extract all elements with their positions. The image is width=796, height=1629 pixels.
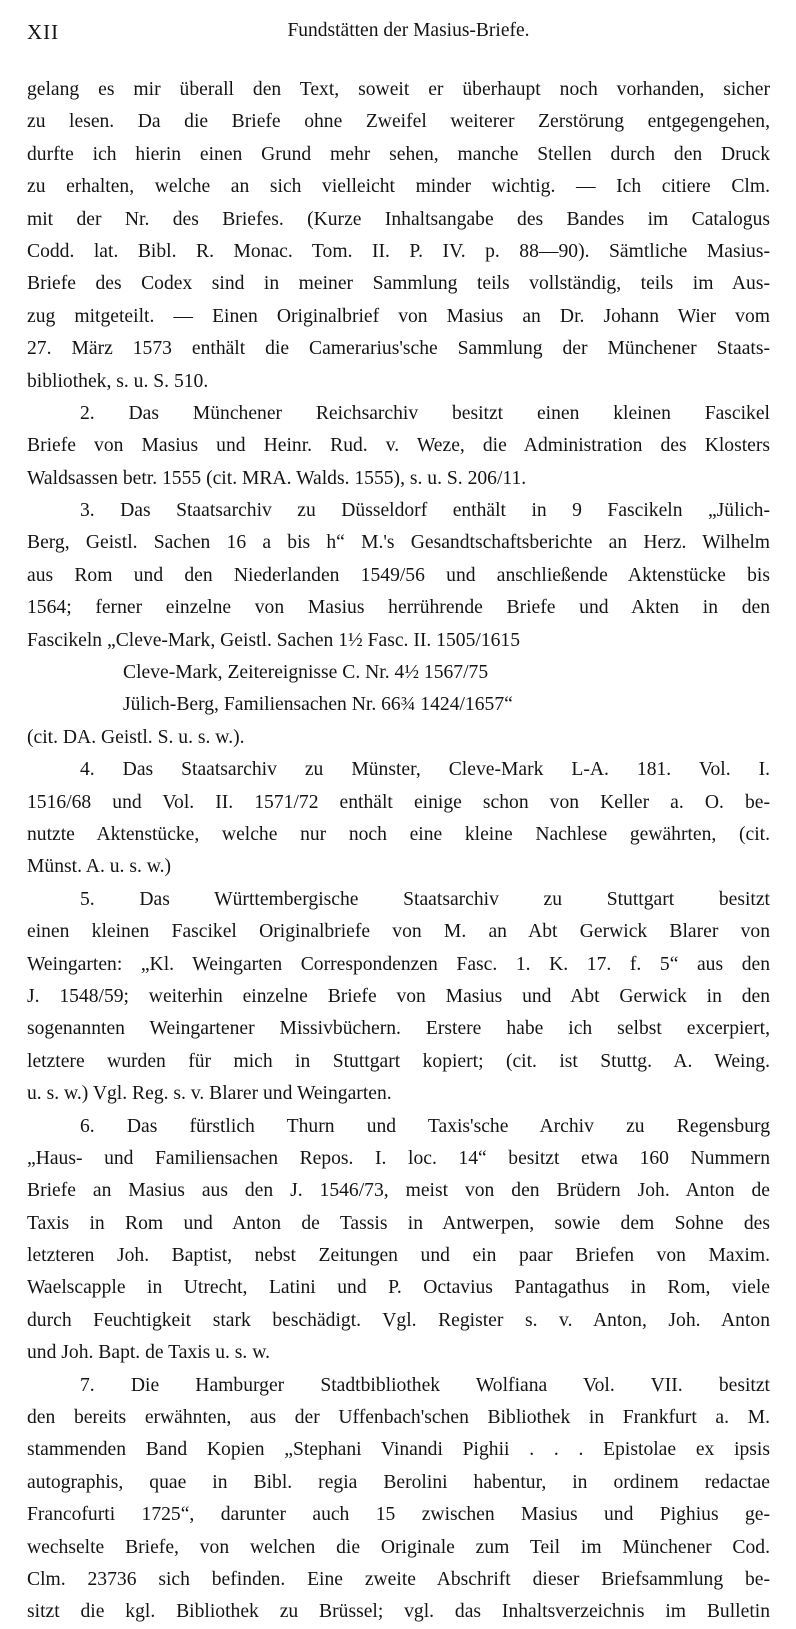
text-line: 27. März 1573 enthält die Camerarius'sche Sammlung der Münchener Staats- (27, 338, 770, 360)
text-line: den bereits erwähnten, aus der Uffenbach'schen Bibliothek in Frankfurt a. M. (27, 1407, 770, 1429)
text-line: zu lesen. Da die Briefe ohne Zweifel weiterer Zerstörung entgegengehen, (27, 111, 770, 133)
text-line: Fascikeln „Cleve-Mark, Geistl. Sachen 1½ Fasc. II. 1505/1615 (27, 629, 521, 651)
fascicle-list-item: Cleve-Mark, Zeitereignisse C. Nr. 4½ 1567/75 (123, 662, 489, 684)
page-number: XII (27, 20, 60, 44)
body-text (27, 74, 770, 1629)
text-line: bibliothek, s. u. S. 510. (27, 370, 209, 392)
text-line: aus Rom und den Niederlanden 1549/56 und anschließende Aktenstücke bis (27, 564, 770, 586)
text-line: J. 1548/59; weiterhin einzelne Briefe von Masius und Abt Gerwick in den (27, 985, 770, 1007)
text-line: Codd. lat. Bibl. R. Monac. Tom. II. P. IV. p. 88—90). Sämtliche Masius- (27, 240, 770, 262)
text-line: autographis, quae in Bibl. regia Berolini habentur, in ordinem redactae (27, 1471, 770, 1493)
text-line: einen kleinen Fascikel Originalbriefe von M. an Abt Gerwick Blarer von (27, 921, 770, 943)
text-line: letzteren Joh. Baptist, nebst Zeitungen und ein paar Briefen von Maxim. (27, 1245, 770, 1267)
running-title: Fundstätten der Masius-Briefe. (287, 20, 530, 41)
text-line: (cit. DA. Geistl. S. u. s. w.). (27, 726, 245, 748)
text-line: 1564; ferner einzelne von Masius herrührende Briefe und Akten in den (27, 597, 770, 619)
text-line: durch Feuchtigkeit stark beschädigt. Vgl. Register s. v. Anton, Joh. Anton (27, 1309, 770, 1331)
text-line: Berg, Geistl. Sachen 16 a bis h“ M.'s Gesandtschaftsberichte an Herz. Wilhelm (27, 532, 770, 554)
section-3-heading-line: 3. Das Staatsarchiv zu Düsseldorf enthält in 9 Fascikeln „Jülich- (80, 500, 770, 522)
section-4-heading-line: 4. Das Staatsarchiv zu Münster, Cleve-Mark L-A. 181. Vol. I. (80, 759, 770, 781)
section-7-heading-line: 7. Die Hamburger Stadtbibliothek Wolfiana Vol. VII. besitzt (80, 1374, 770, 1396)
text-line: Waldsassen betr. 1555 (cit. MRA. Walds. 1555), s. u. S. 206/11. (27, 467, 527, 489)
text-line: Münst. A. u. s. w.) (27, 856, 172, 878)
text-line: wechselte Briefe, von welchen die Originale zum Teil im Münchener Cod. (27, 1536, 770, 1558)
text-line: u. s. w.) Vgl. Reg. s. v. Blarer und Weingarten. (27, 1083, 392, 1105)
text-line: nutzte Aktenstücke, welche nur noch eine kleine Nachlese gewährten, (cit. (27, 823, 770, 845)
section-6-heading-line: 6. Das fürstlich Thurn und Taxis'sche Archiv zu Regensburg (80, 1115, 770, 1137)
text-line: Briefe des Codex sind in meiner Sammlung teils vollständig, teils im Aus- (27, 273, 770, 295)
text-line: sogenannten Weingartener Missivbüchern. Erstere habe ich selbst excerpiert, (27, 1018, 770, 1040)
text-line: stammenden Band Kopien „Stephani Vinandi Pighii . . . Epistolae ex ipsis (27, 1439, 770, 1461)
text-line: Weingarten: „Kl. Weingarten Correspondenzen Fasc. 1. K. 17. f. 5“ aus den (27, 953, 770, 975)
text-line: mit der Nr. des Briefes. (Kurze Inhaltsangabe des Bandes im Catalogus (27, 208, 770, 230)
fascicle-list-item: Jülich-Berg, Familiensachen Nr. 66¾ 1424/1657“ (123, 694, 513, 716)
text-line: und Joh. Bapt. de Taxis u. s. w. (27, 1342, 270, 1364)
text-line: durfte ich hierin einen Grund mehr sehen, manche Stellen durch den Druck (27, 143, 770, 165)
text-line: zug mitgeteilt. — Einen Originalbrief von Masius an Dr. Johann Wier vom (27, 305, 770, 327)
text-line: Briefe von Masius und Heinr. Rud. v. Weze, die Administration des Klosters (27, 435, 770, 457)
text-line: gelang es mir überall den Text, soweit er überhaupt noch vorhanden, sicher (27, 79, 770, 100)
text-line: Francofurti 1725“, darunter auch 15 zwischen Masius und Pighius ge- (27, 1504, 770, 1526)
section-2-heading-line: 2. Das Münchener Reichsarchiv besitzt einen kleinen Fascikel (80, 402, 770, 424)
section-5-heading-line: 5. Das Württembergische Staatsarchiv zu Stuttgart besitzt (80, 888, 770, 910)
text-line: Briefe an Masius aus den J. 1546/73, meist von den Brüdern Joh. Anton de (27, 1180, 770, 1202)
page-header (27, 12, 770, 46)
text-line: „Haus- und Familiensachen Repos. I. loc. 14“ besitzt etwa 160 Nummern (27, 1147, 770, 1169)
text-line: Taxis in Rom und Anton de Tassis in Antwerpen, sowie dem Sohne des (27, 1212, 770, 1234)
text-line: letztere wurden für mich in Stuttgart kopiert; (cit. ist Stuttg. A. Weing. (27, 1050, 770, 1072)
text-line: Clm. 23736 sich befinden. Eine zweite Abschrift dieser Briefsammlung be- (27, 1568, 770, 1590)
text-line: Waelscapple in Utrecht, Latini und P. Octavius Pantagathus in Rom, viele (27, 1277, 770, 1299)
text-line: zu erhalten, welche an sich vielleicht minder wichtig. — Ich citiere Clm. (27, 176, 770, 198)
text-line: 1516/68 und Vol. II. 1571/72 enthält einige schon von Keller a. O. be- (27, 791, 770, 813)
text-line: sitzt die kgl. Bibliothek zu Brüssel; vgl. das Inhaltsverzeichnis im Bulletin (27, 1601, 770, 1623)
